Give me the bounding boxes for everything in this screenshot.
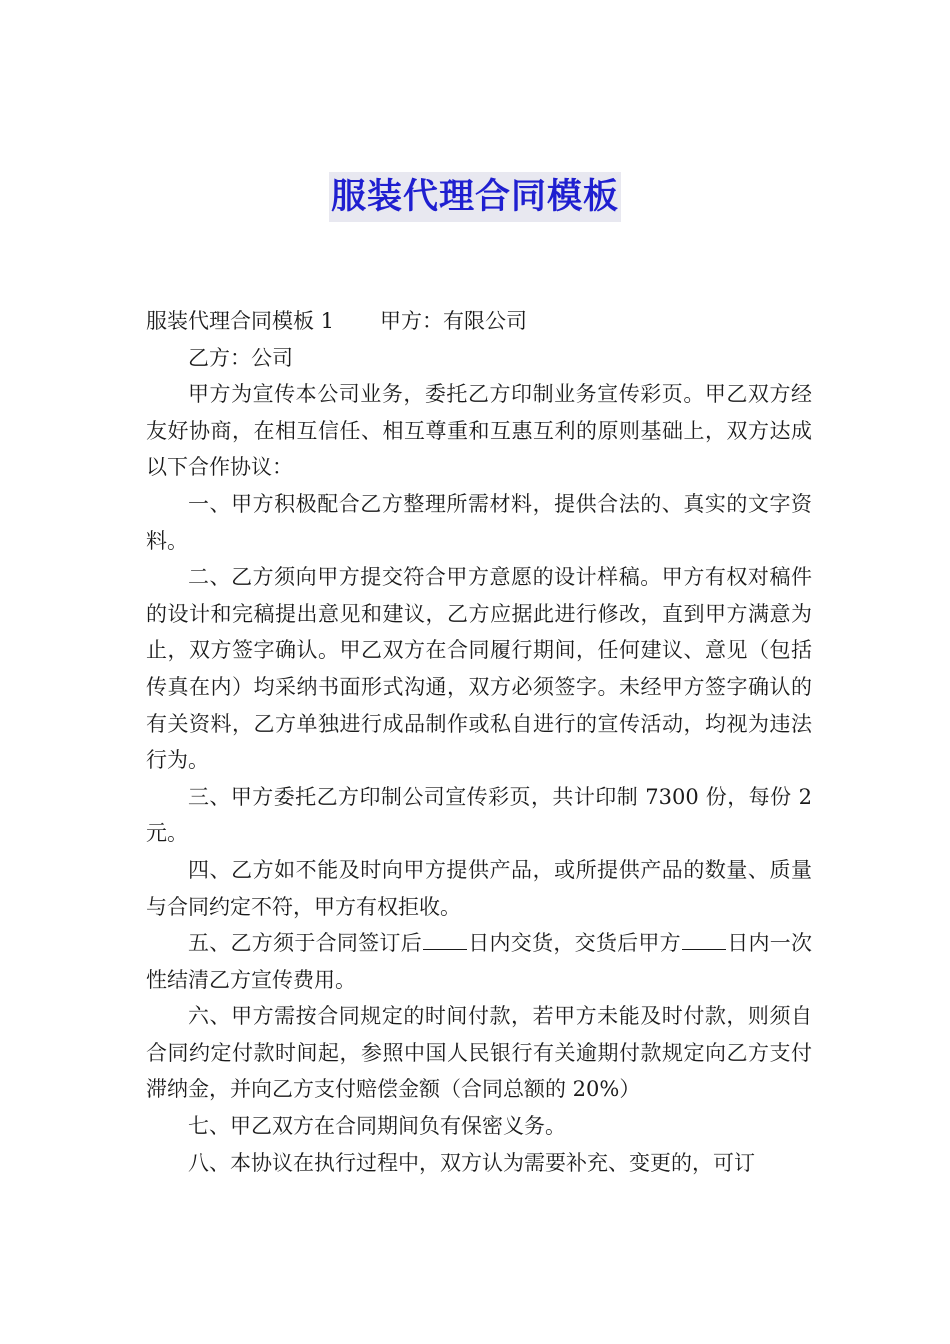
document-title: 服装代理合同模板 bbox=[329, 172, 621, 222]
header-line-doc-name: 服装代理合同模板 1 bbox=[146, 309, 335, 333]
paragraph-clause-8: 八、本协议在执行过程中，双方认为需要补充、变更的，可订 bbox=[188, 1150, 755, 1175]
paragraph-clause-1: 一、甲方积极配合乙方整理所需材料，提供合法的、真实的文字资料。 bbox=[146, 491, 812, 553]
clause-5-text-1: 五、乙方须于合同签订后 bbox=[188, 931, 422, 956]
paragraph-clause-5 bbox=[146, 925, 812, 998]
paragraph-clause-6: 六、甲方需按合同规定的时间付款，若甲方未能及时付款，则须自合同约定付款时间起，参照中国人民银行有关逾期付款规定向乙方支付滞纳金，并向乙方支付赔偿金额（合同总额的 20%） bbox=[146, 1004, 812, 1102]
document-body bbox=[146, 303, 812, 1181]
header-line-party-a: 甲方：有限公司 bbox=[380, 309, 528, 333]
paragraph-preamble: 甲方为宣传本公司业务，委托乙方印制业务宣传彩页。甲乙双方经友好协商，在相互信任、相互尊重和互惠互利的原则基础上，双方达成以下合作协议： bbox=[146, 382, 812, 480]
clause-5-text-3: 日内一次性结清乙方宣传费用。 bbox=[146, 931, 813, 992]
paragraph-clause-4: 四、乙方如不能及时向甲方提供产品，或所提供产品的数量、质量与合同约定不符，甲方有权拒收。 bbox=[146, 857, 812, 919]
title-container bbox=[0, 172, 950, 222]
paragraph-clause-7: 七、甲乙双方在合同期间负有保密义务。 bbox=[188, 1114, 566, 1139]
paragraph-party-b: 乙方：公司 bbox=[188, 345, 293, 370]
fill-blank-days bbox=[423, 927, 467, 950]
paragraph-clause-3: 三、甲方委托乙方印制公司宣传彩页，共计印制 7300 份，每份 2 元。 bbox=[146, 784, 812, 846]
paragraph-clause-2: 二、乙方须向甲方提交符合甲方意愿的设计样稿。甲方有权对稿件的设计和完稿提出意见和建议，乙方应据此进行修改，直到甲方满意为止，双方签字确认。甲乙双方在合同履行期间，任何建议、意见（包括传真在内）均采纳书面形式沟通，双方必须签字。未经甲方签字确认的有关资料，乙方单独进行成品制作或私自进行的宣传活动，均视为违法行为。 bbox=[146, 565, 812, 773]
header-line bbox=[146, 303, 812, 340]
fill-blank-payment-days bbox=[682, 927, 726, 950]
clause-5-text-2: 日内交货，交货后甲方 bbox=[467, 931, 681, 956]
